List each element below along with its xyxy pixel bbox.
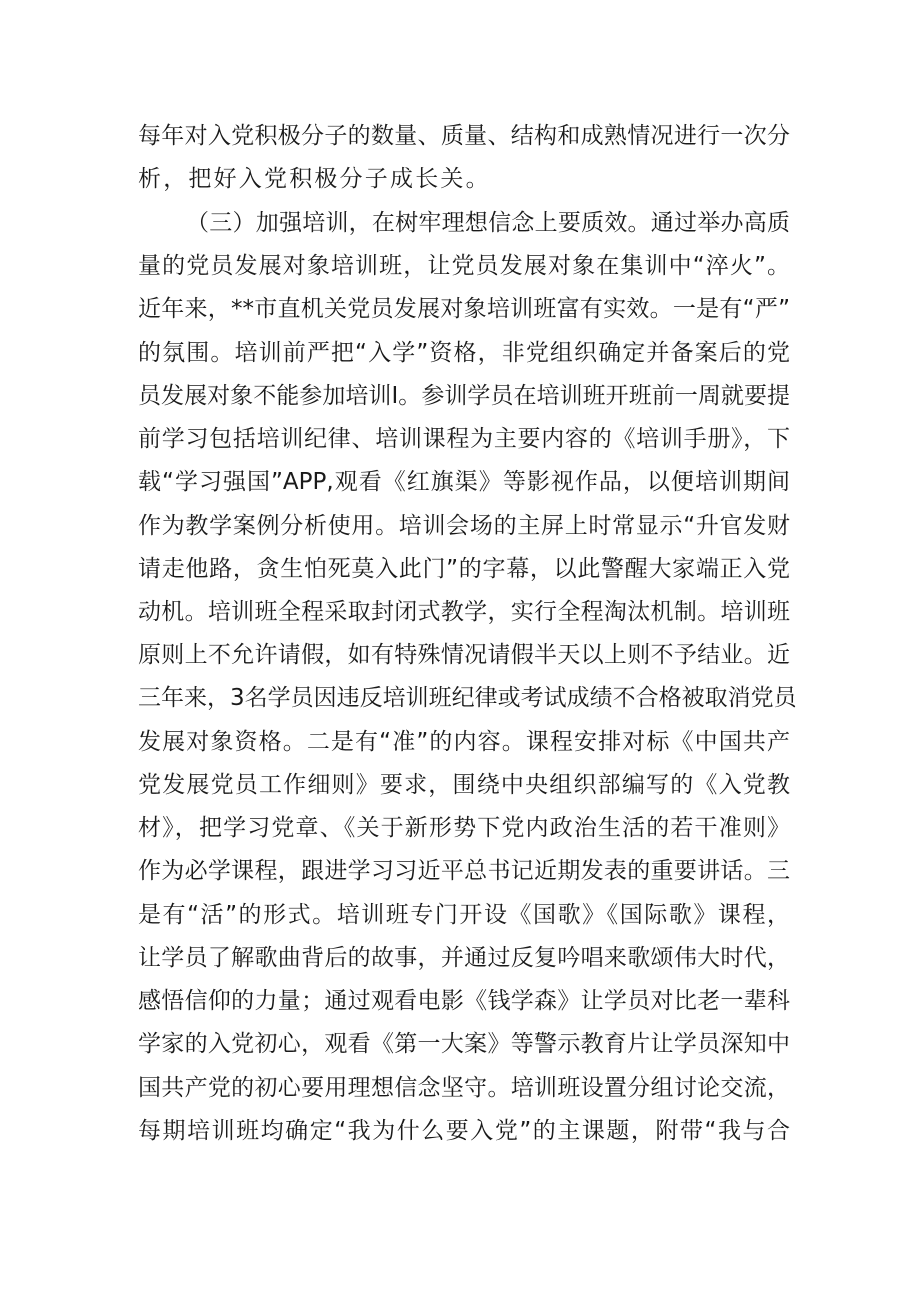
text-line: 动机。培训班全程采取封闭式教学，实行全程淘汰机制。培训班	[138, 599, 790, 625]
text-line: 析，把好入党积极分子成长关。	[138, 166, 491, 192]
text-line: 学家的入党初心，观看《第一大案》等警示教育片让学员深知中	[138, 1031, 790, 1057]
text-line: 前学习包括培训纪律、培训课程为主要内容的《培训手册》，下	[138, 426, 790, 452]
text-line: 量的党员发展对象培训班，让党员发展对象在集训中“淬火”。	[138, 253, 790, 279]
text-line: 是有“活”的形式。培训班专门开设《国歌》《国际歌》课程，	[138, 902, 790, 928]
text-line: 的氛围。培训前严把“入学”资格，非党组织确定并备案后的党	[138, 340, 790, 366]
text-line: 请走他路，贪生怕死莫入此门”的字幕，以此警醒大家端正入党	[138, 556, 790, 582]
text-line: 国共产党的初心要用理想信念坚守。培训班设置分组讨论交流，	[138, 1075, 790, 1101]
text-line: 每期培训班均确定“我为什么要入党”的主课题，附带“我与合	[138, 1118, 790, 1144]
text-line: 感悟信仰的力量；通过观看电影《钱学森》让学员对比老一辈科	[138, 988, 790, 1014]
text-line: 让学员了解歌曲背后的故事，并通过反复吟唱来歌颂伟大时代，	[138, 945, 790, 971]
text-line: 载“学习强国”APP,观看《红旗渠》等影视作品，以便培训期间	[138, 469, 790, 495]
text-line: 三年来，3名学员因违反培训班纪律或考试成绩不合格被取消党员	[138, 685, 797, 711]
text-line: 发展对象资格。二是有“准”的内容。课程安排对标《中国共产	[138, 729, 790, 755]
text-line: 党发展党员工作细则》要求，围绕中央组织部编写的《入党教	[138, 772, 790, 798]
text-line: 作为必学课程，跟进学习习近平总书记近期发表的重要讲话。三	[138, 858, 790, 884]
text-line: 作为教学案例分析使用。培训会场的主屏上时常显示“升官发财	[138, 513, 790, 539]
text-line: （三）加强培训，在树牢理想信念上要质效。通过举办高质	[186, 210, 790, 236]
text-line: 近年来，**市直机关党员发展对象培训班富有实效。一是有“严”	[138, 296, 790, 322]
text-line: 原则上不允许请假，如有特殊情况请假半天以上则不予结业。近	[138, 642, 790, 668]
text-line: 材》，把学习党章、《关于新形势下党内政治生活的若干准则》	[138, 815, 790, 841]
text-line: 每年对入党积极分子的数量、质量、结构和成熟情况进行一次分	[138, 123, 790, 149]
text-line: 员发展对象不能参加培训I。参训学员在培训班开班前一周就要提	[138, 383, 790, 409]
